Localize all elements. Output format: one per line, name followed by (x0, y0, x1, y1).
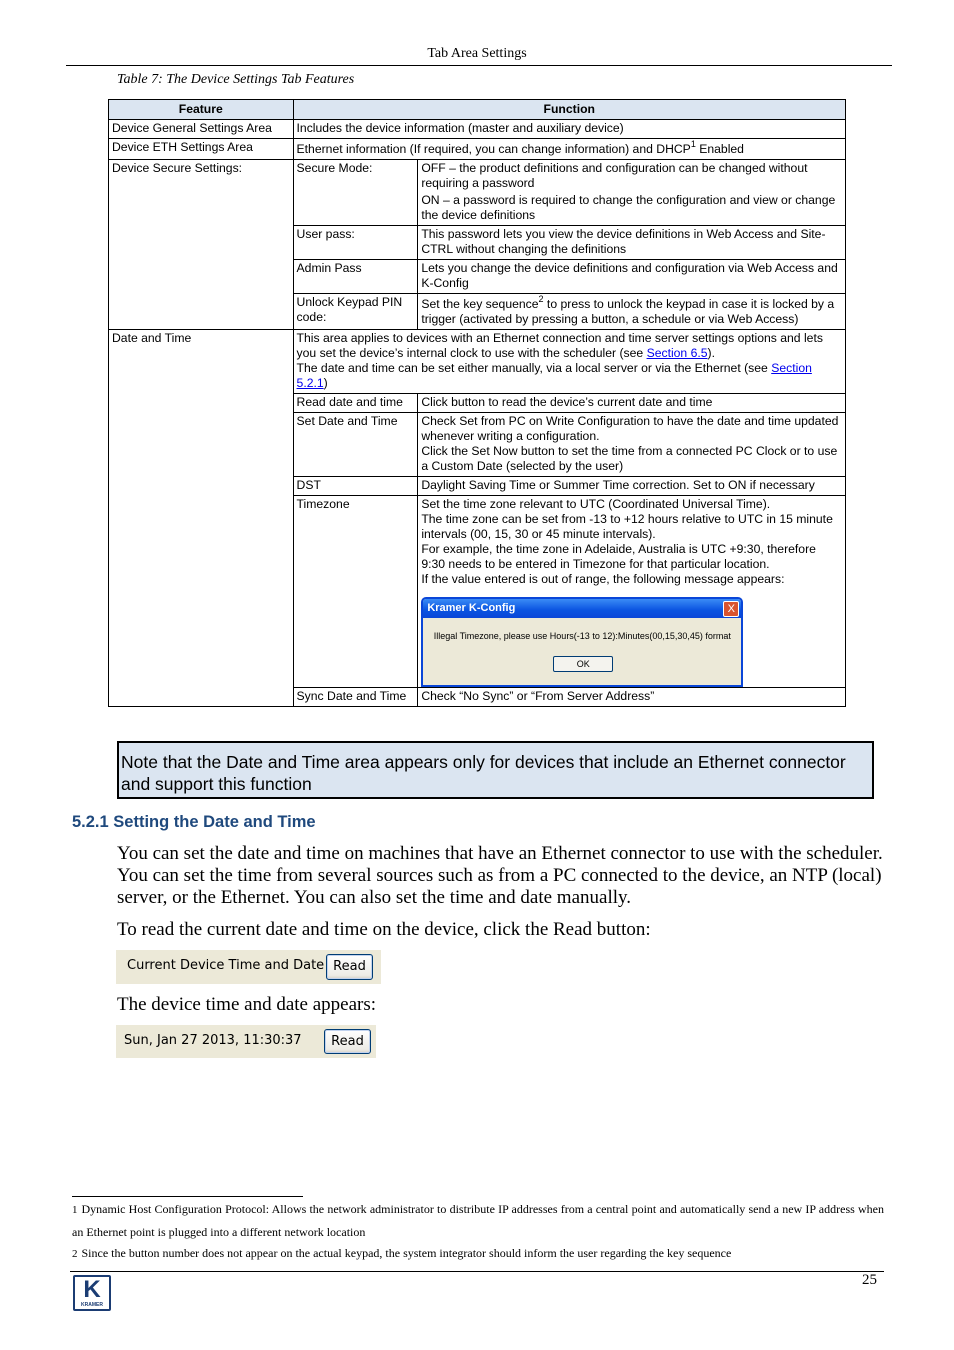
subfeature-cell: Read date and time (293, 394, 418, 413)
subfeature-cell: Unlock Keypad PIN code: (293, 294, 418, 330)
secure-mode-off-text: OFF – the product definitions and configuration can be changed without requiring a password (421, 161, 808, 190)
unlock-desc-text: Set the key sequence (421, 297, 539, 311)
function-cell: This password lets you view the device definitions in Web Access and Site-CTRL without changing the definitions (418, 226, 846, 260)
section-6-5-link[interactable]: Section 6.5 (646, 346, 708, 360)
footnote-rule (72, 1196, 303, 1197)
device-time-value: Sun, Jan 27 2013, 11:30:37 (124, 1033, 302, 1048)
column-header-function: Function (293, 100, 845, 120)
footnote-text: Dynamic Host Configuration Protocol: Allows the network administrator to distribute IP addresses from a central point and automatically send a new IP address when an Ethernet point is plugged into a different network location (72, 1202, 884, 1239)
function-cell: Daylight Saving Time or Summer Time correction. Set to ON if necessary (418, 477, 846, 496)
footnote-ref-1[interactable]: 1 (690, 139, 696, 149)
datetime-intro (297, 331, 842, 361)
function-cell (418, 496, 846, 688)
table-caption: Table 7: The Device Settings Tab Features (117, 72, 355, 87)
secure-mode-on-text: ON – a password is required to change the configuration and view or change the device definitions (421, 193, 836, 222)
header-title: Tab Area Settings (427, 46, 527, 61)
paragraph-time-appears: The device time and date appears: (117, 994, 377, 1015)
paragraph-intro: You can set the date and time on machines that have an Ethernet connector to use with the scheduler. You can set the time from several sources such as from a PC connected to the device, an NTP (local) server, or the Ethernet. You can also set the time and date manually. (117, 843, 883, 908)
subfeature-cell: Timezone (293, 496, 418, 688)
table-row (109, 160, 846, 226)
read-button[interactable]: Read (324, 1029, 371, 1054)
subfeature-cell: Secure Mode: (293, 160, 418, 226)
footnote-number: 1 (72, 1204, 78, 1216)
function-cell: Includes the device information (master and auxiliary device) (293, 120, 845, 139)
datetime-intro-2 (297, 361, 842, 391)
eth-function-suffix: Enabled (695, 142, 744, 156)
tz-desc-1: Set the time zone relevant to UTC (Coordinated Universal Time). (421, 497, 771, 511)
function-cell: Check “No Sync” or “From Server Address” (418, 688, 846, 707)
timezone-error-dialog (421, 597, 743, 687)
function-cell (293, 330, 845, 394)
datetime-intro-suffix: ). (707, 346, 715, 360)
page-number: 25 (862, 1272, 877, 1288)
table-header-row (109, 100, 846, 120)
table-row (109, 139, 846, 160)
footnote-number: 2 (72, 1248, 78, 1260)
datetime-intro2-suffix: ) (323, 376, 328, 390)
feature-cell: Device ETH Settings Area (109, 139, 294, 160)
subfeature-cell: Admin Pass (293, 260, 418, 294)
unlock-desc-suffix: to press to unlock the keypad in case it is locked by a trigger (activated by pressing a button, a schedule or via Web Access) (421, 297, 835, 326)
device-time-panel (116, 1025, 376, 1058)
subfeature-cell: Sync Date and Time (293, 688, 418, 707)
footnote-2 (72, 1242, 884, 1265)
tz-desc-4: If the value entered is out of range, the following message appears: (421, 572, 785, 586)
subfeature-cell: DST (293, 477, 418, 496)
table-row (109, 330, 846, 394)
function-cell: Click button to read the device’s current date and time (418, 394, 846, 413)
datetime-intro-text: This area applies to devices with an Ethernet connection and time server settings options and lets you set the device’s internal clock to use with the scheduler (see (296, 331, 823, 360)
section-heading: 5.2.1 Setting the Date and Time (72, 813, 316, 831)
dialog-title: Kramer K-Config (423, 599, 741, 618)
subfeature-cell: User pass: (293, 226, 418, 260)
kramer-logo (73, 1275, 111, 1311)
device-settings-table (108, 99, 846, 707)
feature-cell: Device General Settings Area (109, 120, 294, 139)
function-cell (418, 160, 846, 226)
read-button[interactable]: Read (326, 954, 373, 980)
feature-cell: Device Secure Settings: (109, 160, 294, 330)
paragraph-read-instruction: To read the current date and time on the device, click the Read button: (117, 919, 651, 940)
set-desc-1: Check Set from PC on Write Configuration to have the date and time updated whenever writing a configuration. (421, 414, 839, 443)
function-cell (293, 139, 845, 160)
ok-button[interactable]: OK (553, 656, 613, 672)
function-cell (418, 413, 846, 477)
header-rule (66, 65, 892, 66)
note-box: Note that the Date and Time area appears only for devices that include an Ethernet connector and support this function (117, 741, 874, 799)
logo-brand: KRAMER (81, 1302, 103, 1308)
close-icon[interactable]: X (723, 601, 739, 617)
eth-function-text: Ethernet information (If required, you can change information) and DHCP (296, 142, 691, 156)
column-header-feature: Feature (109, 100, 294, 120)
section-5-2-1-link-number[interactable]: 5.2.1 (296, 376, 324, 390)
feature-cell: Date and Time (109, 330, 294, 707)
current-time-label: Current Device Time and Date (127, 958, 325, 973)
footer-rule (70, 1271, 884, 1272)
dialog-message: Illegal Timezone, please use Hours(-13 to 12):Minutes(00,15,30,45) format (433, 631, 731, 641)
section-5-2-1-link[interactable]: Section (771, 361, 812, 375)
subfeature-cell: Set Date and Time (293, 413, 418, 477)
footnote-ref-2[interactable]: 2 (538, 294, 544, 304)
footnote-1 (72, 1198, 884, 1243)
datetime-intro2-text: The date and time can be set either manually, via a local server or via the Ethernet (see (296, 361, 772, 375)
function-cell (418, 294, 846, 330)
tz-desc-3: For example, the time zone in Adelaide, Australia is UTC +9:30, therefore 9:30 needs to be entered in Timezone for that particular location. (421, 542, 816, 571)
footnote-text: Since the button number does not appear on the actual keypad, the system integrator should inform the user regarding the key sequence (81, 1246, 732, 1260)
function-cell: Lets you change the device definitions and configuration via Web Access and K-Config (418, 260, 846, 294)
logo-letter: K (83, 1276, 101, 1303)
table-row (109, 120, 846, 139)
read-time-panel (116, 950, 381, 984)
tz-desc-2: The time zone can be set from -13 to +12 hours relative to UTC in 15 minute intervals (00, 15, 30 or 45 minute intervals). (421, 512, 833, 541)
set-desc-2: Click the Set Now button to set the time from a connected PC Clock or to use a Custom Date (selected by the user) (421, 444, 838, 473)
